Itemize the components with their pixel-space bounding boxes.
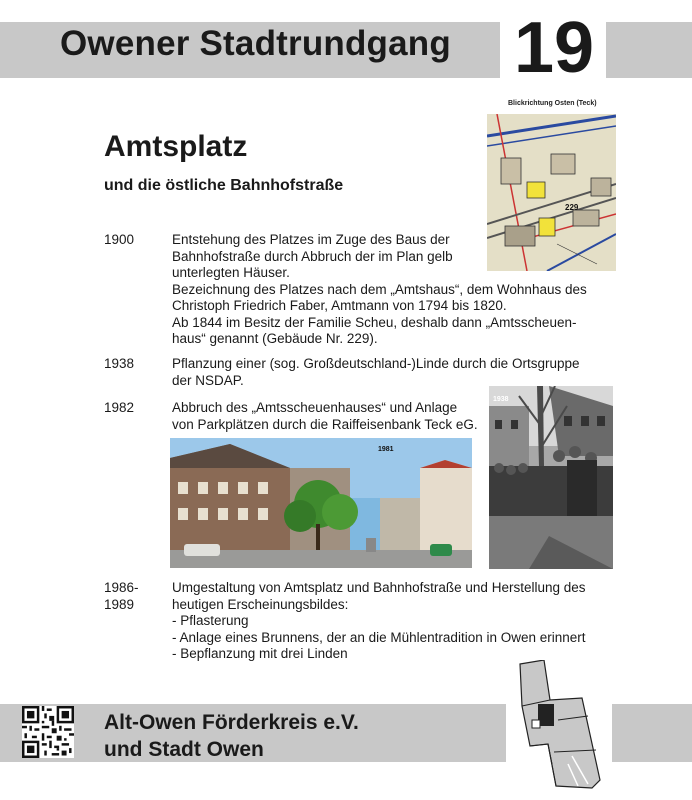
- footer-publisher: [104, 709, 359, 763]
- section-heading: Amtsplatz: [104, 130, 248, 163]
- entry-line: Umgestaltung von Amtsplatz und Bahnhofstraße und Herstellung des: [172, 580, 586, 595]
- entry-line: - Bepflanzung mit drei Linden: [172, 646, 348, 661]
- station-number: 19: [514, 8, 595, 88]
- photo-1981: [170, 438, 472, 568]
- qr-code: [22, 706, 74, 758]
- entry-line: - Pflasterung: [172, 613, 249, 628]
- entry-text: [172, 232, 602, 348]
- entry-text: [172, 356, 602, 389]
- entry-line: Bezeichnung des Platzes nach dem „Amtshaus“, dem Wohnhaus des: [172, 281, 587, 297]
- entry-text: [172, 580, 602, 663]
- entry-line: heutigen Erscheinungsbildes:: [172, 596, 349, 612]
- footer-line-2: und Stadt Owen: [104, 738, 264, 761]
- entry-line: Entstehung des Platzes im Zuge des Baus der: [172, 232, 450, 247]
- entry-line: Abbruch des „Amtsscheuenhauses“ und Anlage: [172, 400, 458, 415]
- photo-1981-label: 1981: [378, 446, 394, 453]
- photo-1938-label: 1938: [493, 396, 509, 403]
- header-bar-right: [606, 22, 692, 78]
- entry-year: 1982: [104, 400, 135, 415]
- page-title: Owener Stadtrundgang: [60, 24, 451, 63]
- entry-line: der NSDAP.: [172, 372, 244, 388]
- entry-line: Ab 1844 im Besitz der Familie Scheu, deshalb dann „Amtsscheuen-: [172, 314, 577, 330]
- section-subheading: und die östliche Bahnhofstraße: [104, 177, 344, 194]
- entry-year: 1900: [104, 232, 135, 247]
- entry-line: - Anlage eines Brunnens, der an die Mühlentradition in Owen erinnert: [172, 629, 586, 645]
- entry-year: 1986-1989: [104, 580, 139, 612]
- entry-line: unterlegten Häuser.: [172, 265, 290, 280]
- entry-line: von Parkplätzen durch die Raiffeisenbank Teck eG.: [172, 416, 478, 432]
- photo-1938: [489, 386, 613, 569]
- location-plan: [508, 660, 608, 790]
- map-caption: Blickrichtung Osten (Teck): [508, 100, 597, 107]
- entry-line: Pflanzung einer (sog. Großdeutschland-)Linde durch die Ortsgruppe: [172, 356, 580, 371]
- entry-year: 1938: [104, 356, 135, 371]
- footer-line-1: Alt-Owen Förderkreis e.V.: [104, 711, 359, 734]
- map-label-229: 229: [565, 203, 579, 212]
- entry-line: Bahnhofstraße durch Abbruch der im Plan gelb: [172, 248, 453, 264]
- entry-line: Christoph Friedrich Faber, Amtmann von 1794 bis 1820.: [172, 298, 507, 313]
- footer-bar-right: [612, 704, 692, 762]
- entry-line: haus“ genannt (Gebäude Nr. 229).: [172, 331, 378, 346]
